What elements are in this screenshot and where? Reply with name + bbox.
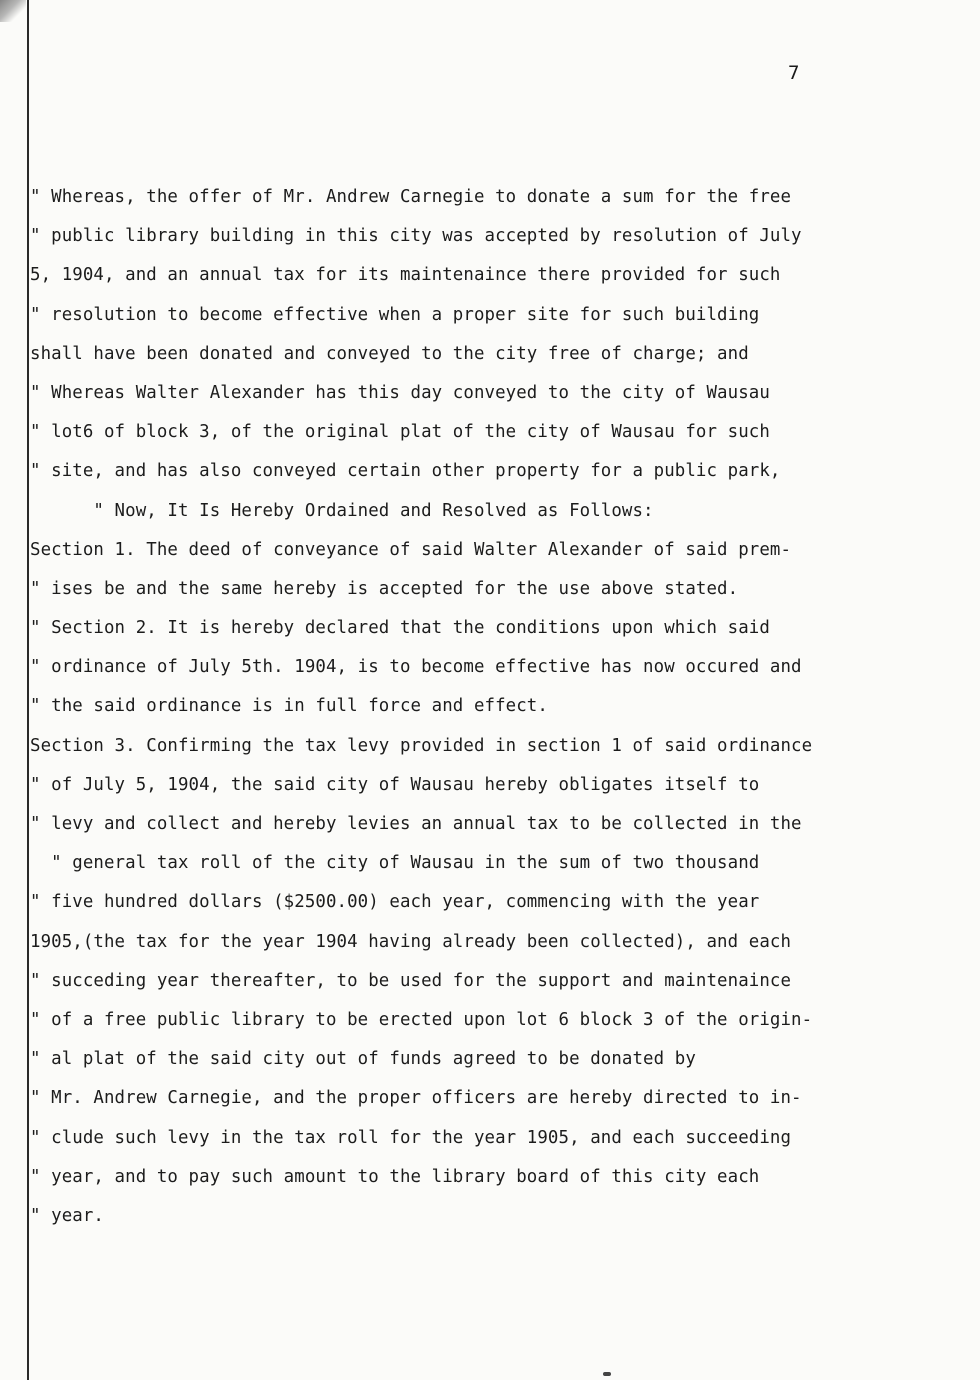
text-line: shall have been donated and conveyed to the city free of charge; and (30, 343, 749, 364)
text-line: " the said ordinance is in full force and effect. (30, 696, 548, 717)
text-line: " clude such levy in the tax roll for the year 1905, and each succeeding (30, 1127, 792, 1148)
ordinance-text (30, 178, 965, 1236)
text-line: " ises be and the same hereby is accepted for the use above stated. (30, 578, 739, 599)
text-line: " of a free public library to be erected upon lot 6 block 3 of the origin- (30, 1009, 813, 1030)
text-line: " year. (30, 1205, 104, 1226)
text-line: " Whereas, the offer of Mr. Andrew Carnegie to donate a sum for the free (30, 187, 792, 207)
text-line: " Whereas Walter Alexander has this day conveyed to the city of Wausau (30, 382, 770, 403)
scan-corner-mark (0, 0, 26, 22)
text-line: " ordinance of July 5th. 1904, is to become effective has now occured and (30, 657, 802, 678)
resolution-heading: " Now, It Is Hereby Ordained and Resolved as Follows: (30, 500, 654, 521)
text-line: " levy and collect and hereby levies an annual tax to be collected in the (30, 814, 802, 834)
page-number: 7 (788, 62, 800, 84)
text-line: 1905,(the tax for the year 1904 having already been collected), and each (30, 931, 792, 952)
text-line: " year, and to pay such amount to the library board of this city each (30, 1166, 760, 1187)
text-line: " general tax roll of the city of Wausau in the sum of two thousand (30, 853, 760, 874)
section-3-line: Section 3. Confirming the tax levy provided in section 1 of said ordinance (30, 735, 813, 756)
section-1-line: Section 1. The deed of conveyance of said Walter Alexander of said prem- (30, 539, 792, 560)
scan-speck (603, 1372, 611, 1376)
text-line: " al plat of the said city out of funds agreed to be donated by (30, 1049, 696, 1070)
text-line: " resolution to become effective when a proper site for such building (30, 304, 760, 325)
text-line: " site, and has also conveyed certain other property for a public park, (30, 461, 781, 482)
text-line: " succeding year thereafter, to be used for the support and maintenaince (30, 970, 792, 991)
text-line: " Mr. Andrew Carnegie, and the proper officers are hereby directed to in- (30, 1088, 802, 1109)
text-line: " of July 5, 1904, the said city of Wausau hereby obligates itself to (30, 774, 760, 795)
text-line: 5, 1904, and an annual tax for its maintenaince there provided for such (30, 265, 781, 286)
text-line: " five hundred dollars ($2500.00) each year, commencing with the year (30, 892, 760, 913)
text-line: " lot6 of block 3, of the original plat of the city of Wausau for such (30, 422, 770, 443)
left-margin-rule (27, 0, 29, 1380)
section-2-line: " Section 2. It is hereby declared that the conditions upon which said (30, 618, 770, 639)
text-line: " public library building in this city was accepted by resolution of July (30, 226, 802, 247)
